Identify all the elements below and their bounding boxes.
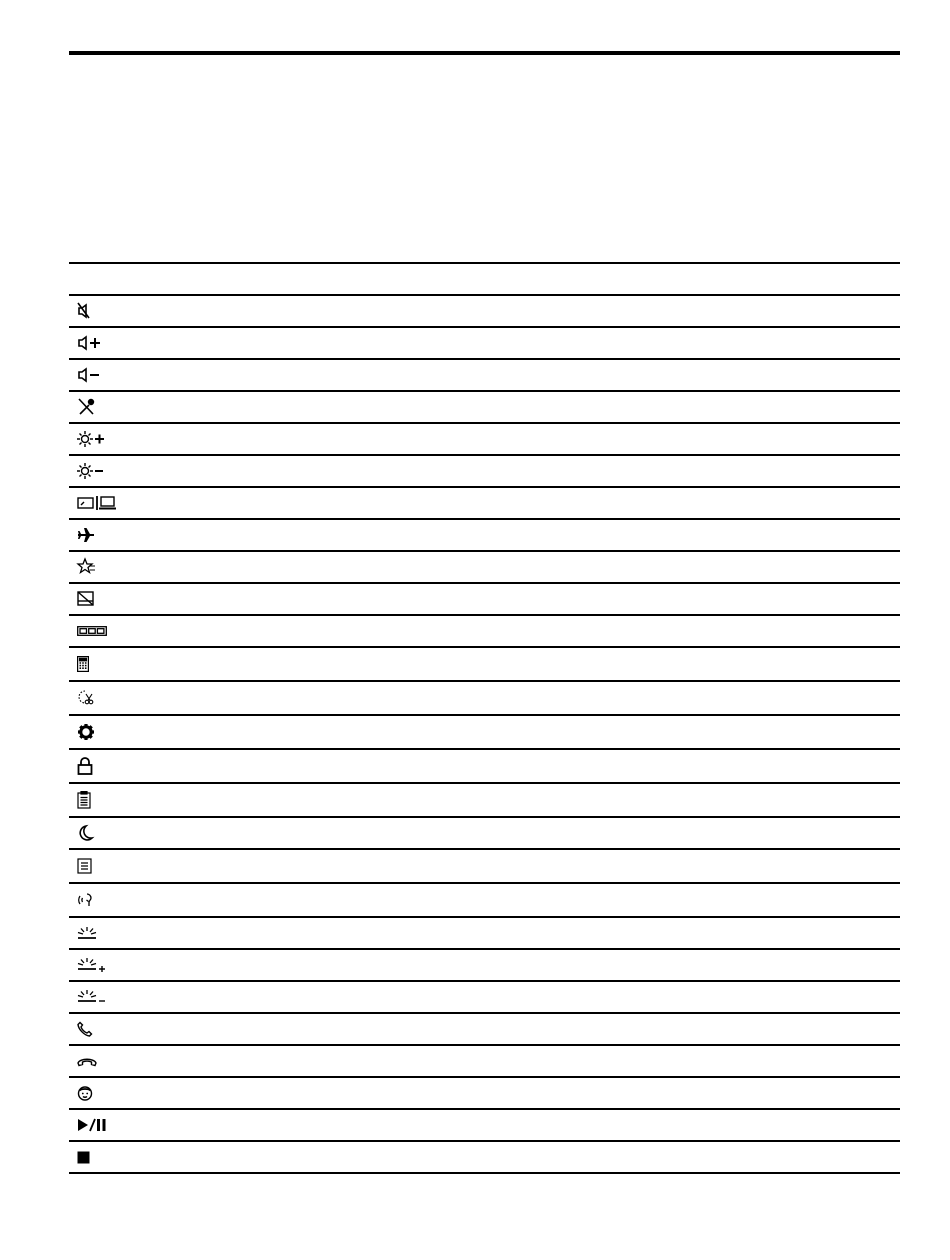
key-row [69,520,900,552]
key-row [69,552,900,584]
key-row [69,1014,900,1046]
key-row [69,850,900,884]
brightness-up-icon [77,429,125,449]
play-pause-icon [77,1115,125,1135]
key-row [69,950,900,982]
top-rule [69,51,900,55]
lock-icon [77,756,125,776]
smart-settings-icon [77,557,125,577]
snipping-tool-icon [77,688,125,708]
key-row [69,1110,900,1142]
sleep-moon-icon [77,823,125,843]
touchpad-disable-icon [77,589,125,609]
key-row [69,918,900,950]
key-row [69,884,900,918]
key-row [69,784,900,818]
calculator-icon [77,654,125,674]
microphone-mute-icon [77,397,125,417]
table-header-row [69,264,900,296]
key-row [69,682,900,716]
key-table [69,262,900,1174]
key-row [69,1078,900,1110]
brightness-down-icon [77,461,125,481]
key-row [69,424,900,456]
speaker-mute-icon [77,301,125,321]
voice-assistant-icon [77,890,125,910]
key-row [69,456,900,488]
keyboard-backlight-down-icon [77,987,125,1007]
key-row [69,716,900,750]
key-row [69,648,900,682]
key-row [69,296,900,328]
key-row [69,488,900,520]
settings-gear-icon [77,722,125,742]
document-icon [77,856,125,876]
phone-answer-icon [77,1019,125,1039]
keyboard-backlight-up-icon [77,955,125,975]
display-switch-icon [77,493,125,513]
key-row [69,584,900,616]
volume-down-icon [77,365,125,385]
stop-icon [77,1147,125,1167]
volume-up-icon [77,333,125,353]
camera-face-icon [77,1083,125,1103]
key-row [69,392,900,424]
phone-hangup-icon [77,1051,125,1071]
key-row [69,616,900,648]
key-row [69,1046,900,1078]
multi-display-icon [77,621,125,641]
clipboard-list-icon [77,790,125,810]
key-row [69,982,900,1014]
key-row [69,1142,900,1174]
key-row [69,750,900,784]
key-row [69,360,900,392]
airplane-mode-icon [77,525,125,545]
key-row [69,818,900,850]
key-row [69,328,900,360]
keyboard-backlight-icon [77,923,125,943]
